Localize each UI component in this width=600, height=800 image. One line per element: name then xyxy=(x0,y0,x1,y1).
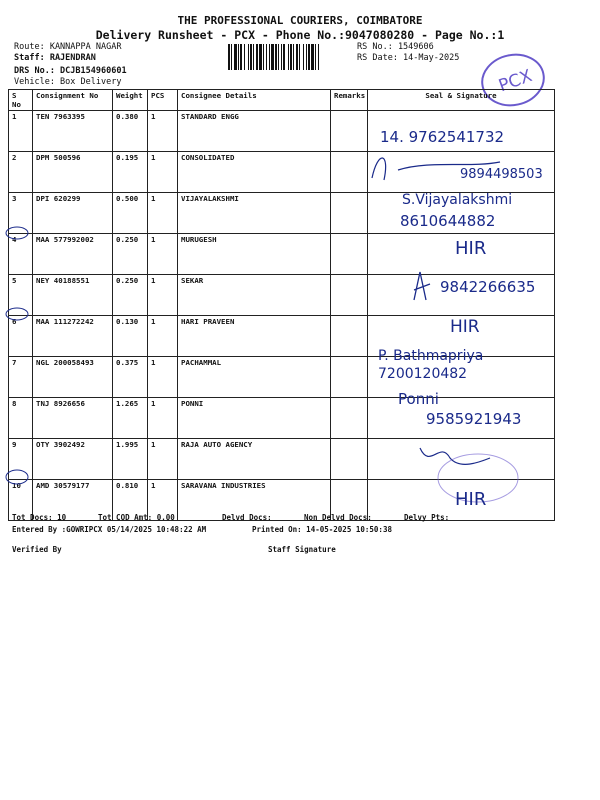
barcode-bar xyxy=(259,44,262,70)
consignment-cell: MAA 577992002 xyxy=(33,234,113,275)
col-sno: S No xyxy=(9,90,33,111)
verified-by: Verified By xyxy=(12,545,62,554)
weight-cell: 0.380 xyxy=(113,111,148,152)
row3-phone: 8610644882 xyxy=(400,212,496,230)
signature-cell xyxy=(368,316,555,357)
consignee-cell: HARI PRAVEEN xyxy=(178,316,331,357)
barcode-bar xyxy=(248,44,249,70)
row7-name: P. Bathmapriya xyxy=(378,348,484,364)
staff-label: Staff: RAJENDRAN xyxy=(14,53,96,63)
pcs-cell: 1 xyxy=(148,111,178,152)
pcs-cell: 1 xyxy=(148,357,178,398)
table-row xyxy=(9,316,555,357)
stamp-text: PCX xyxy=(496,66,535,97)
pcs-cell: 1 xyxy=(148,439,178,480)
remarks-cell xyxy=(331,275,368,316)
consignment-cell: NEY 40188551 xyxy=(33,275,113,316)
rs-number: RS No.: 1549606 xyxy=(357,42,434,52)
weight-cell: 0.375 xyxy=(113,357,148,398)
runsheet-table xyxy=(8,89,555,521)
sno-cell: 6 xyxy=(9,316,33,357)
vehicle-label: Vehicle: Box Delivery xyxy=(14,77,122,87)
pcs-cell: 1 xyxy=(148,152,178,193)
consignee-cell: CONSOLIDATED xyxy=(178,152,331,193)
sno-cell: 7 xyxy=(9,357,33,398)
table-row xyxy=(9,480,555,521)
row1-signature: 14. 9762541732 xyxy=(380,128,505,146)
consignment-cell: DPM 500596 xyxy=(33,152,113,193)
col-consignee: Consignee Details xyxy=(178,90,331,111)
consignee-cell: VIJAYALAKSHMI xyxy=(178,193,331,234)
barcode-bar xyxy=(315,44,316,70)
barcode-bar xyxy=(250,44,252,70)
row4-signature: HIR xyxy=(455,238,487,259)
signature-cell xyxy=(368,111,555,152)
barcode-bar xyxy=(303,44,304,70)
barcode-bar xyxy=(275,44,277,70)
signature-cell xyxy=(368,480,555,521)
sno-cell: 10 xyxy=(9,480,33,521)
weight-cell: 0.130 xyxy=(113,316,148,357)
company-title: THE PROFESSIONAL COURIERS, COIMBATORE xyxy=(177,14,423,27)
table-row xyxy=(9,357,555,398)
col-remarks: Remarks xyxy=(331,90,368,111)
pcs-cell: 1 xyxy=(148,193,178,234)
barcode-bar xyxy=(299,44,300,70)
signature-cell xyxy=(368,152,555,193)
barcode xyxy=(228,44,352,70)
col-consignment: Consignment No xyxy=(33,90,113,111)
consignee-cell: SEKAR xyxy=(178,275,331,316)
delvd-docs: Delvd Docs: xyxy=(222,513,272,522)
barcode-bar xyxy=(281,44,282,70)
table-row xyxy=(9,275,555,316)
table-header-row xyxy=(9,90,555,111)
tot-docs: Tot Docs: 10 xyxy=(12,513,67,522)
barcode-bar xyxy=(231,44,232,70)
row6-signature: HIR xyxy=(450,317,480,337)
non-delvd-docs: Non Delvd Docs: xyxy=(304,513,372,522)
remarks-cell xyxy=(331,234,368,275)
weight-cell: 0.250 xyxy=(113,234,148,275)
row8-phone: 9585921943 xyxy=(426,410,522,428)
table-row xyxy=(9,439,555,480)
row5-phone: 9842266635 xyxy=(440,278,536,296)
signature-cell xyxy=(368,193,555,234)
table-row xyxy=(9,193,555,234)
weight-cell: 0.810 xyxy=(113,480,148,521)
sno-cell: 3 xyxy=(9,193,33,234)
tot-cod-amt: Tot COD Amt: 0.00 xyxy=(98,513,175,522)
consignee-cell: SARAVANA INDUSTRIES xyxy=(178,480,331,521)
barcode-bar xyxy=(234,44,237,70)
row8-name: Ponni xyxy=(398,390,439,408)
col-signature: Seal & Signature xyxy=(368,90,555,111)
pcs-cell: 1 xyxy=(148,398,178,439)
consignee-cell: RAJA AUTO AGENCY xyxy=(178,439,331,480)
consignment-cell: OTY 3902492 xyxy=(33,439,113,480)
barcode-bar xyxy=(263,44,264,70)
consignee-cell: PACHAMMAL xyxy=(178,357,331,398)
row7-phone: 7200120482 xyxy=(378,366,468,382)
remarks-cell xyxy=(331,111,368,152)
signature-cell xyxy=(368,275,555,316)
weight-cell: 0.195 xyxy=(113,152,148,193)
barcode-bar xyxy=(308,44,310,70)
pcs-cell: 1 xyxy=(148,316,178,357)
barcode-bar xyxy=(256,44,258,70)
sno-cell: 8 xyxy=(9,398,33,439)
rs-date: RS Date: 14-May-2025 xyxy=(357,53,460,63)
signature-cell xyxy=(368,234,555,275)
barcode-bar xyxy=(238,44,239,70)
remarks-cell xyxy=(331,193,368,234)
table-row xyxy=(9,398,555,439)
sno-cell: 4 xyxy=(9,234,33,275)
pcs-cell: 1 xyxy=(148,480,178,521)
barcode-bar xyxy=(306,44,307,70)
entered-by: Entered By :GOWRIPCX 05/14/2025 10:48:22 AM xyxy=(12,525,207,534)
weight-cell: 0.250 xyxy=(113,275,148,316)
remarks-cell xyxy=(331,316,368,357)
signature-cell xyxy=(368,439,555,480)
consignee-cell: STANDARD ENGG xyxy=(178,111,331,152)
printed-on: Printed On: 14-05-2025 10:50:38 xyxy=(252,525,392,534)
signature-cell xyxy=(368,357,555,398)
barcode-bar xyxy=(311,44,314,70)
consignee-cell: MURUGESH xyxy=(178,234,331,275)
barcode-bar xyxy=(228,44,230,70)
consignee-cell: PONNI xyxy=(178,398,331,439)
consignment-cell: MAA 111272242 xyxy=(33,316,113,357)
pcs-cell: 1 xyxy=(148,275,178,316)
sno-cell: 2 xyxy=(9,152,33,193)
consignment-cell: TNJ 8926656 xyxy=(33,398,113,439)
consignment-cell: AMD 30579177 xyxy=(33,480,113,521)
barcode-bar xyxy=(266,44,267,70)
consignment-cell: DPI 620299 xyxy=(33,193,113,234)
barcode-bar xyxy=(296,44,298,70)
route-label: Route: KANNAPPA NAGAR xyxy=(14,42,122,52)
remarks-cell xyxy=(331,439,368,480)
remarks-cell xyxy=(331,398,368,439)
weight-cell: 1.265 xyxy=(113,398,148,439)
row10-signature: HIR xyxy=(455,489,487,510)
barcode-bar xyxy=(253,44,254,70)
remarks-cell xyxy=(331,152,368,193)
row2-phone: 9894498503 xyxy=(460,167,543,182)
barcode-bar xyxy=(278,44,279,70)
row3-name: S.Vijayalakshmi xyxy=(402,192,513,208)
remarks-cell xyxy=(331,357,368,398)
drs-number: DRS No.: DCJB154960601 xyxy=(14,66,127,76)
signature-cell xyxy=(368,398,555,439)
barcode-bar xyxy=(269,44,270,70)
col-pcs: PCS xyxy=(148,90,178,111)
barcode-bar xyxy=(240,44,242,70)
barcode-bar xyxy=(318,44,319,70)
runsheet-subtitle: Delivery Runsheet - PCX - Phone No.:9047080280 - Page No.:1 xyxy=(95,28,505,42)
staff-signature: Staff Signature xyxy=(268,545,336,554)
barcode-bar xyxy=(290,44,292,70)
consignment-cell: TEN 7963395 xyxy=(33,111,113,152)
sno-cell: 1 xyxy=(9,111,33,152)
sno-cell: 5 xyxy=(9,275,33,316)
pcs-cell: 1 xyxy=(148,234,178,275)
delvy-pts: Delvy Pts: xyxy=(404,513,450,522)
consignment-cell: NGL 200058493 xyxy=(33,357,113,398)
barcode-bar xyxy=(271,44,274,70)
barcode-bar xyxy=(283,44,285,70)
barcode-bar xyxy=(244,44,245,70)
table-row xyxy=(9,152,555,193)
sno-cell: 9 xyxy=(9,439,33,480)
barcode-bar xyxy=(293,44,294,70)
barcode-bar xyxy=(288,44,289,70)
table-row xyxy=(9,111,555,152)
weight-cell: 1.995 xyxy=(113,439,148,480)
table-row xyxy=(9,234,555,275)
col-weight: Weight xyxy=(113,90,148,111)
weight-cell: 0.500 xyxy=(113,193,148,234)
